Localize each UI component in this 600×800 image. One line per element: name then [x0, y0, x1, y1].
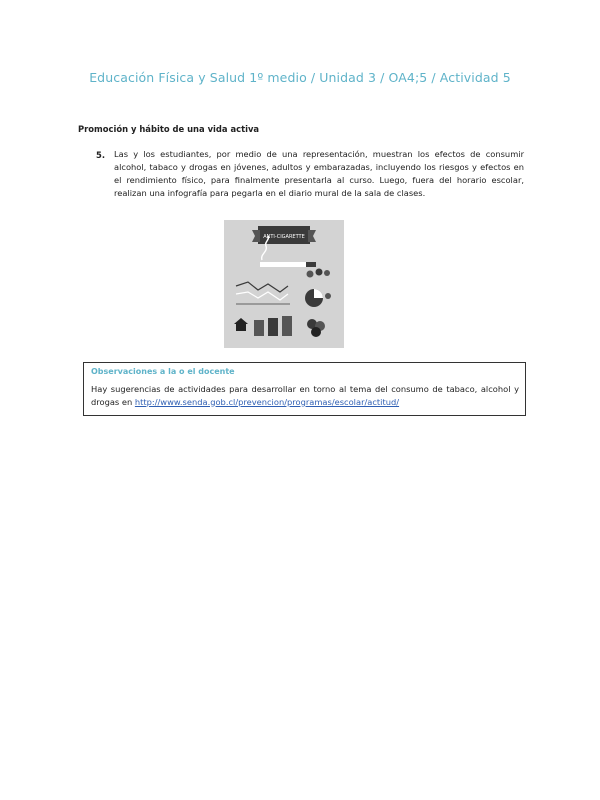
cigarette-icon: [260, 262, 306, 267]
house-icon: [234, 318, 248, 324]
building-icon: [282, 316, 292, 336]
pin-icon: [307, 271, 314, 278]
pin-icon: [324, 270, 330, 276]
senda-link[interactable]: http://www.senda.gob.cl/prevencion/programas/escolar/actitud/: [134, 396, 400, 407]
activity-number: 5.: [96, 150, 106, 160]
observations-text-before: Hay sugerencias de actividades para desarrollar en torno al tema del consumo de tabaco, alcohol y drogas en: [91, 384, 519, 407]
infographic-image: [224, 220, 344, 348]
infographic-banner-text: ANTI-CIGARETTE: [263, 234, 305, 240]
page-header: Educación Física y Salud 1º medio / Unidad 3 / OA4;5 / Actividad 5: [89, 70, 511, 85]
activity-text: Las y los estudiantes, por medio de una representación, muestran los efectos de consumir alcohol, tabaco y drogas en jóvenes, adultos y embarazadas, incluyendo los riesgos y efectos en el rendimiento físico, para finalmente presentarla al curso. Luego, fuera del horario escolar, realizan una infografía para pegarla en el diario mural de la sala de clases.: [114, 149, 524, 198]
observations-title: Observaciones a la o el docente: [91, 367, 235, 376]
building-icon: [268, 318, 278, 336]
teacher-observations-box: [83, 362, 526, 416]
observations-text: [91, 383, 519, 408]
infographic-illustration: [224, 220, 344, 348]
line-chart-icon: [236, 282, 288, 292]
building-icon: [254, 320, 264, 336]
section-title: Promoción y hábito de una vida activa: [78, 124, 260, 134]
pin-icon: [316, 269, 323, 276]
